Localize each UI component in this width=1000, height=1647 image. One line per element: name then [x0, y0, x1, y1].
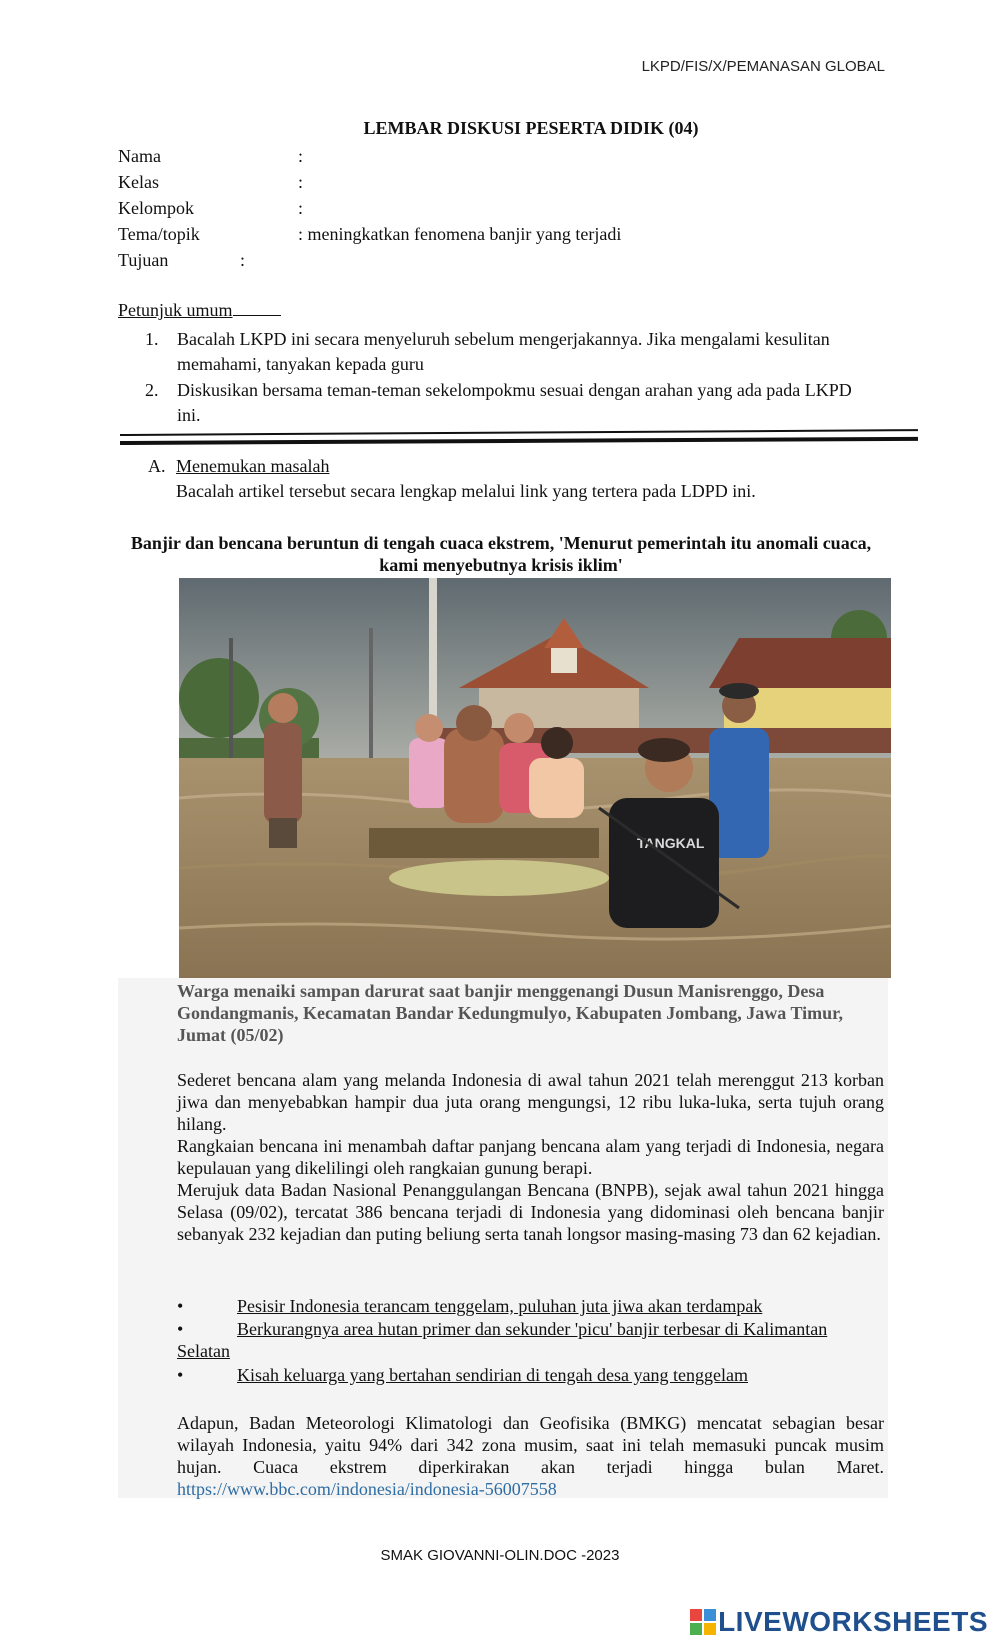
instruction-item: 1. Bacalah LKPD ini secara menyeluruh sebelum mengerjakannya. Jika mengalami kesulitan memahami, tanyakan kepada guru	[145, 329, 830, 374]
footer: SMAK GIOVANNI-OLIN.DOC -2023	[380, 1547, 620, 1564]
field-label: Tujuan	[118, 250, 169, 270]
flood-photo	[179, 578, 891, 978]
shirt-text: TANGKAL	[637, 835, 705, 851]
related-link[interactable]: • Pesisir Indonesia terancam tenggelam, puluhan juta jiwa akan terdampak	[177, 1296, 763, 1316]
article-title: Banjir dan bencana beruntun di tengah cuaca ekstrem, 'Menurut pemerintah itu anomali cuaca, kami menyebutnya krisis iklim'	[130, 533, 872, 575]
related-link[interactable]: • Berkurangnya area hutan primer dan sekunder 'picu' banjir terbesar di Kalimantan Selatan	[177, 1319, 828, 1361]
field-value[interactable]: :	[298, 146, 304, 166]
instructions-heading: Petunjuk umum	[118, 300, 281, 321]
field-kelas	[118, 172, 303, 193]
instruction-item: 2. Diskusikan bersama teman-teman sekelompokmu sesuai dengan arahan yang ada pada LKPD ini.	[145, 380, 852, 425]
field-tema	[118, 224, 621, 245]
page-title: LEMBAR DISKUSI PESERTA DIDIK (04)	[363, 118, 699, 138]
section-a-instruction: Bacalah artikel tersebut secara lengkap melalui link yang tertera pada LDPD ini.	[176, 481, 756, 501]
field-nama	[118, 146, 303, 167]
field-label: Kelompok	[118, 198, 194, 218]
article-paragraph: Merujuk data Badan Nasional Penanggulangan Bencana (BNPB), sejak awal tahun 2021 hingga Selasa (09/02), tercatat 386 bencana terjadi di Indonesia yang didominasi oleh bencana banjir sebanyak 232 kejadian dan puting beliung serta tanah longsor masing-masing 73 dan 62 kejadian.	[177, 1180, 884, 1244]
field-tujuan	[118, 250, 245, 271]
related-link[interactable]: • Kisah keluarga yang bertahan sendirian di tengah desa yang tenggelam	[177, 1365, 748, 1385]
document-code: LKPD/FIS/X/PEMANASAN GLOBAL	[641, 58, 885, 75]
field-kelompok	[118, 198, 303, 219]
field-value: : meningkatkan fenomena banjir yang terjadi	[298, 224, 622, 244]
field-label: Kelas	[118, 172, 159, 192]
source-link[interactable]: https://www.bbc.com/indonesia/indonesia-56007558	[177, 1479, 557, 1499]
field-value[interactable]: :	[298, 198, 304, 218]
article-paragraph: Sederet bencana alam yang melanda Indonesia di awal tahun 2021 telah merenggut 213 korban jiwa dan menyebabkan hampir dua juta orang mengungsi, 12 ribu luka-luka, serta tujuh orang hilang.	[177, 1070, 884, 1134]
liveworksheets-logo-icon	[690, 1609, 716, 1635]
divider	[120, 437, 918, 445]
field-label: Tema/topik	[118, 224, 200, 244]
section-a-heading: A. Menemukan masalah	[148, 456, 330, 476]
field-value[interactable]: :	[240, 250, 246, 270]
photo-caption: Warga menaiki sampan darurat saat banjir menggenangi Dusun Manisrenggo, Desa Gondangmanis, Kecamatan Bandar Kedungmulyo, Kabupaten Jombang, Jawa Timur, Jumat (05/02)	[177, 981, 843, 1045]
brand-logo: LIVEWORKSHEETS	[690, 1606, 988, 1638]
field-label: Nama	[118, 146, 161, 166]
article-closing: Adapun, Badan Meteorologi Klimatologi dan Geofisika (BMKG) mencatat sebagian besar wilayah Indonesia, yaitu 94% dari 342 zona musim, saat ini telah memasuki puncak musim hujan. Cuaca ekstrem diperkirakan akan terjadi hingga bulan Maret. https://www.bbc.com/indonesia/indonesia-56007558	[177, 1413, 884, 1499]
field-value[interactable]: :	[298, 172, 304, 192]
article-paragraph: Rangkaian bencana ini menambah daftar panjang bencana alam yang terjadi di Indonesia, negara kepulauan yang dikelilingi oleh rangkaian gunung berapi.	[177, 1136, 884, 1178]
divider	[120, 429, 918, 436]
